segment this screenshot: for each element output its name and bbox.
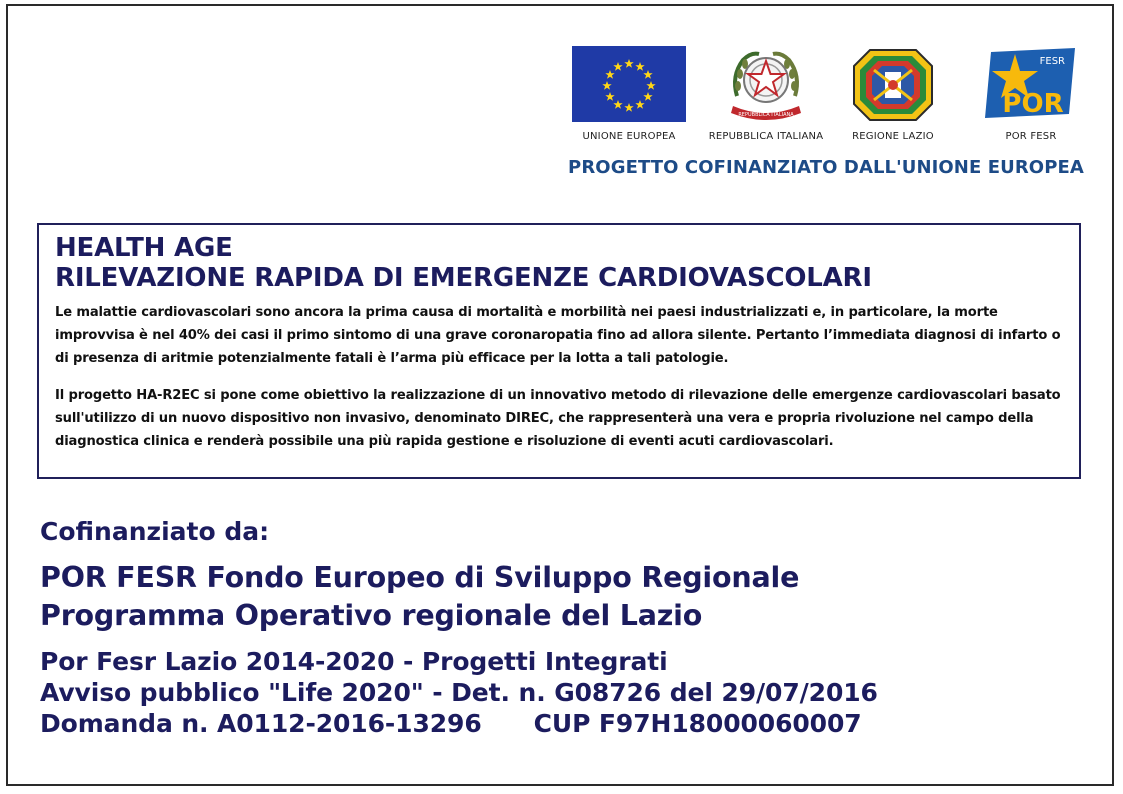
project-title: [55, 233, 1063, 293]
logo-italy: [708, 46, 824, 142]
program-line-2: Programma Operativo regionale del Lazio: [40, 599, 703, 632]
project-title-line1: HEALTH AGE: [55, 233, 233, 263]
program-title: [40, 559, 878, 635]
program-line-1: POR FESR Fondo Europeo di Sviluppo Regionale: [40, 561, 800, 594]
project-description-box: [37, 223, 1081, 479]
detail-line-2: Avviso pubblico "Life 2020" - Det. n. G08726 del 29/07/2016: [40, 678, 878, 707]
project-title-line2: RILEVAZIONE RAPIDA DI EMERGENZE CARDIOVASCOLARI: [55, 263, 872, 293]
domanda-number: Domanda n. A0112-2016-13296: [40, 709, 482, 738]
emblem-banner-text: REPUBBLICA ITALIANA: [738, 112, 794, 118]
logo-por-fesr: [981, 46, 1081, 142]
por-logo-text: POR: [1002, 89, 1064, 119]
logo-eu: [572, 46, 686, 142]
eu-flag-icon: [572, 46, 686, 122]
lazio-coat-of-arms-icon: [850, 46, 936, 124]
logos-row: [565, 46, 1085, 156]
por-fesr-icon: [981, 46, 1081, 122]
logo-label-eu: UNIONE EUROPEA: [582, 131, 676, 142]
logo-label-italy: REPUBBLICA ITALIANA: [708, 131, 824, 142]
detail-line-3: [40, 708, 878, 739]
logo-label-por-fesr: POR FESR: [1005, 131, 1057, 142]
funding-details: [40, 646, 878, 739]
por-fesr-superscript: FESR: [1039, 56, 1065, 67]
project-paragraph-1: Le malattie cardiovascolari sono ancora la prima causa di mortalità e morbilità nei paesi industrializzati e, in particolare, la morte improvvisa è nel 40% dei casi il primo sintomo di una grave coronaropatia fino ad allora silente. Pertanto l’immediata diagnosi di infarto o di presenza di aritmie potenzialmente fatali è l’arma più efficace per la lotta a tali patologie.: [55, 305, 1061, 366]
eu-cofinanced-heading: PROGETTO COFINANZIATO DALL'UNIONE EUROPEA: [568, 157, 1084, 178]
funding-section: [40, 515, 878, 739]
cofinanced-by-label: Cofinanziato da:: [40, 517, 270, 546]
logo-label-lazio: REGIONE LAZIO: [852, 131, 934, 142]
logo-lazio: [850, 46, 936, 142]
detail-line-1: Por Fesr Lazio 2014-2020 - Progetti Integrati: [40, 647, 668, 676]
italian-emblem-icon: [723, 46, 809, 124]
project-paragraph-2: Il progetto HA-R2EC si pone come obiettivo la realizzazione di un innovativo metodo di rilevazione delle emergenze cardiovascolari basato sull'utilizzo di un nuovo dispositivo non invasivo, denominato DIREC, che rappresenterà una vera e propria rivoluzione nel campo della diagnostica clinica e renderà possibile una più rapida gestione e risoluzione di eventi acuti cardiovascolari.: [55, 388, 1061, 449]
cup-code: CUP F97H18000060007: [533, 709, 862, 738]
